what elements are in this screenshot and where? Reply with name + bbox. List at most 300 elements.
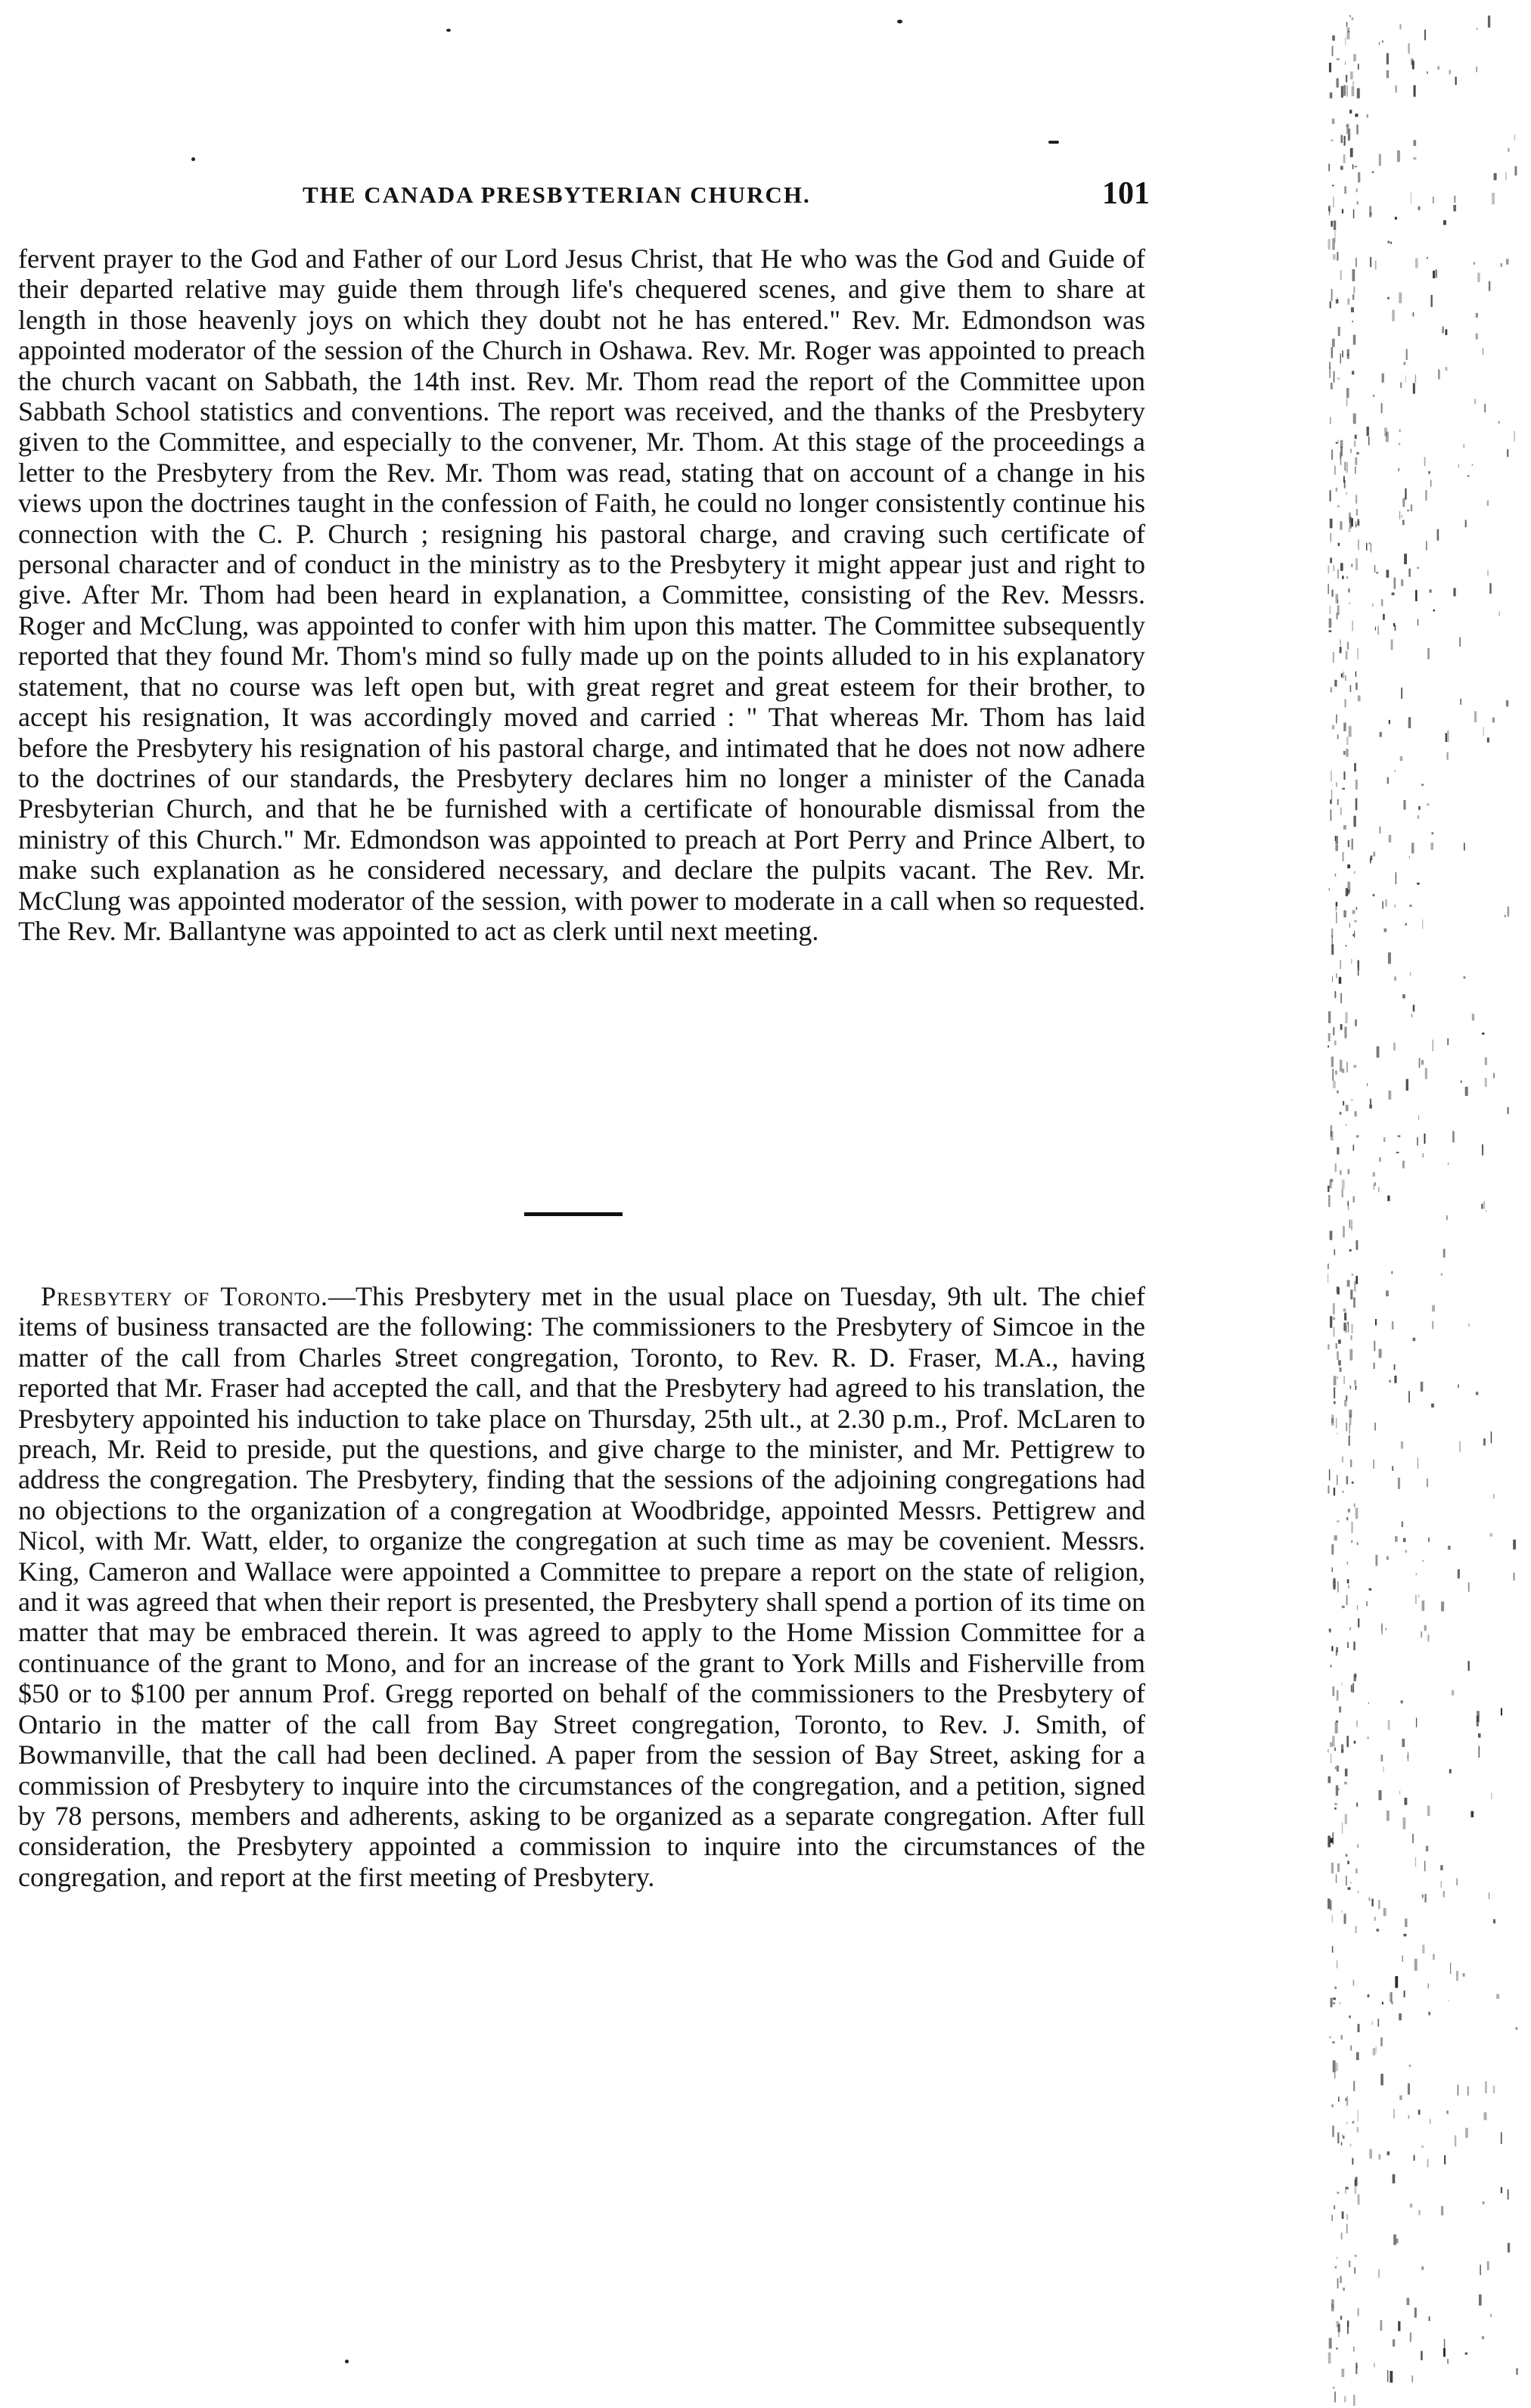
scan-noise — [1459, 1441, 1461, 1452]
scan-noise — [1337, 1376, 1338, 1379]
scan-noise — [1395, 1536, 1397, 1542]
scan-noise — [1402, 1161, 1405, 1168]
scan-noise — [1347, 1579, 1349, 1583]
scan-noise — [1484, 2112, 1487, 2120]
scan-noise — [1415, 374, 1417, 383]
scan-noise — [1347, 1642, 1349, 1648]
scan-noise — [1450, 1963, 1451, 1974]
scan-noise — [1346, 2224, 1348, 2234]
scan-noise — [1370, 257, 1371, 267]
scan-noise — [1331, 347, 1333, 358]
scan-noise — [1413, 312, 1415, 317]
scan-noise — [1477, 273, 1480, 282]
scan-noise — [1352, 2121, 1355, 2124]
scan-noise — [1329, 1628, 1331, 1632]
scan-noise — [1506, 700, 1508, 707]
scan-noise — [1374, 1423, 1376, 1431]
scan-noise — [1329, 368, 1331, 378]
scan-noise — [1394, 1364, 1396, 1370]
scan-noise — [1333, 2387, 1334, 2389]
scan-noise — [1408, 717, 1411, 728]
scan-noise — [1346, 1736, 1349, 1747]
scan-noise — [1515, 166, 1517, 175]
scan-noise — [1337, 1788, 1340, 1790]
scan-noise — [1354, 1281, 1356, 1292]
scan-noise — [1333, 254, 1336, 260]
scan-noise — [1332, 185, 1334, 186]
scan-noise — [1491, 2314, 1492, 2317]
scan-noise — [1346, 749, 1348, 757]
scan-noise — [1356, 1135, 1359, 1137]
scan-noise — [1346, 492, 1347, 495]
scan-noise — [1352, 269, 1356, 281]
scan-noise — [1372, 604, 1373, 607]
scan-noise — [1468, 1323, 1470, 1327]
scan-noise — [1337, 2192, 1339, 2194]
scan-noise — [1415, 1857, 1416, 1867]
scan-noise — [1449, 70, 1451, 74]
scan-noise — [1483, 1438, 1486, 1446]
scan-noise — [1356, 798, 1358, 810]
scan-noise — [1343, 1226, 1345, 1237]
scan-noise — [1484, 404, 1486, 412]
scan-noise — [1346, 22, 1347, 26]
running-title: THE CANADA PRESBYTERIAN CHURCH. — [303, 182, 811, 208]
scan-noise — [1374, 1341, 1375, 1351]
scan-noise — [1350, 685, 1352, 692]
scan-noise — [1330, 519, 1333, 529]
scan-noise — [1342, 788, 1345, 790]
scan-noise — [1345, 2187, 1346, 2194]
scan-noise — [1338, 327, 1340, 336]
scan-noise — [1340, 2276, 1342, 2283]
scan-noise — [1353, 1642, 1355, 1650]
scan-noise — [1408, 2115, 1410, 2119]
scan-noise — [1398, 468, 1399, 471]
scan-noise — [1331, 140, 1334, 141]
scan-noise — [1346, 124, 1349, 135]
scan-noise — [1335, 1722, 1338, 1734]
scan-noise — [1331, 1646, 1333, 1651]
scan-noise — [1332, 119, 1335, 124]
scan-noise — [1429, 2316, 1430, 2321]
scan-noise — [1387, 1196, 1390, 1201]
scan-noise — [1345, 1012, 1347, 1023]
scan-noise — [1430, 842, 1433, 850]
section-lead-heading: Presbytery of Toronto. — [41, 1281, 329, 1311]
scan-noise — [1340, 2316, 1343, 2320]
scan-noise — [1493, 1919, 1495, 1924]
scan-noise — [1400, 383, 1402, 388]
scan-noise — [1328, 164, 1330, 172]
scan-noise — [1424, 29, 1426, 40]
scan-noise — [1355, 920, 1357, 923]
scan-noise — [1333, 1081, 1336, 1088]
scan-noise — [1348, 1509, 1350, 1513]
scan-noise — [1408, 510, 1409, 511]
scan-noise — [1395, 1976, 1398, 1988]
scan-noise — [1358, 1891, 1359, 1894]
scan-noise — [1328, 239, 1331, 250]
scan-noise — [1342, 1457, 1343, 1463]
scan-noise — [1389, 835, 1392, 842]
scan-noise — [1340, 1170, 1342, 1175]
scan-noise — [1399, 443, 1400, 445]
scan-noise — [1341, 1911, 1343, 1913]
scan-noise — [1501, 1708, 1502, 1716]
scan-noise — [1355, 458, 1357, 465]
scan-noise — [1357, 960, 1359, 967]
scan-noise — [1379, 42, 1380, 45]
scan-noise — [1333, 2002, 1335, 2004]
scan-noise — [1354, 2267, 1356, 2274]
scan-noise — [1329, 888, 1330, 891]
scan-noise — [1443, 1891, 1445, 1897]
scan-noise — [1427, 1634, 1429, 1641]
scan-noise — [1398, 1135, 1401, 1137]
scan-noise — [1441, 1602, 1444, 1612]
scan-noise — [1343, 85, 1346, 96]
scan-noise — [1375, 1555, 1377, 1566]
scan-noise — [1329, 630, 1332, 632]
scan-noise — [1391, 1992, 1392, 2003]
scan-noise — [1413, 157, 1416, 160]
scan-noise — [1443, 220, 1446, 225]
scan-noise — [1394, 1376, 1396, 1383]
scan-noise — [1332, 238, 1335, 250]
scan-noise — [1338, 2332, 1340, 2337]
scan-noise — [1388, 1091, 1391, 1100]
scan-noise — [1331, 383, 1333, 389]
scan-noise — [1405, 375, 1406, 382]
scan-noise — [1331, 1418, 1334, 1423]
scan-noise — [1459, 638, 1461, 647]
scan-noise — [1421, 1060, 1424, 1065]
scan-noise — [1352, 910, 1356, 914]
scan-noise — [1329, 2338, 1332, 2348]
scan-noise — [1380, 2074, 1383, 2085]
scan-noise — [1330, 490, 1331, 501]
scan-noise — [1343, 136, 1345, 146]
scan-noise — [1474, 399, 1476, 404]
scan-noise — [1346, 2121, 1347, 2124]
scan-noise — [1347, 1201, 1349, 1206]
scan-noise — [1357, 1542, 1359, 1545]
scan-noise — [1417, 567, 1419, 569]
print-speck — [446, 29, 451, 32]
scan-noise — [1383, 614, 1385, 620]
scan-noise — [1342, 2211, 1344, 2219]
scan-noise — [1456, 1879, 1458, 1885]
scan-noise — [1353, 209, 1355, 219]
scan-noise — [1336, 488, 1337, 492]
scan-noise — [1385, 899, 1387, 906]
scan-noise — [1441, 2206, 1443, 2215]
scan-noise — [1389, 720, 1390, 725]
scan-noise — [1399, 511, 1401, 520]
scan-noise — [1355, 2254, 1357, 2257]
scan-noise — [1347, 864, 1350, 868]
scan-noise — [1329, 619, 1332, 628]
scan-noise — [1443, 1249, 1446, 1258]
scan-noise — [1346, 1395, 1347, 1401]
scan-noise — [1350, 1386, 1352, 1389]
scan-noise — [1399, 293, 1402, 303]
scan-noise — [1353, 54, 1356, 61]
scan-noise — [1448, 1162, 1449, 1165]
scan-noise — [1340, 166, 1343, 169]
scan-noise — [1346, 1876, 1347, 1885]
scan-noise — [1343, 672, 1344, 678]
scan-noise — [1356, 780, 1358, 790]
scan-noise — [1356, 452, 1359, 455]
scan-noise — [1349, 2015, 1351, 2018]
scan-noise — [1345, 699, 1346, 707]
scan-noise — [1344, 1027, 1346, 1038]
scan-noise — [1358, 64, 1359, 70]
scan-noise — [1379, 1349, 1382, 1358]
scan-noise — [1405, 1919, 1407, 1927]
scan-noise — [1350, 448, 1351, 453]
scan-noise — [1382, 40, 1383, 42]
scan-noise — [1427, 257, 1428, 259]
scan-noise — [1392, 310, 1395, 321]
scan-noise — [1331, 1838, 1334, 1843]
scan-noise — [1426, 541, 1427, 550]
scan-noise — [1413, 383, 1415, 394]
scan-noise — [1341, 2369, 1344, 2377]
scan-noise — [1442, 327, 1444, 334]
scan-noise — [1349, 1414, 1352, 1425]
scan-noise — [1371, 543, 1372, 552]
scan-noise — [1388, 241, 1390, 244]
scan-noise — [1388, 1720, 1390, 1730]
scan-noise — [1341, 86, 1343, 98]
scan-noise — [1351, 1324, 1352, 1333]
scan-noise — [1508, 148, 1509, 152]
scan-noise — [1507, 449, 1508, 457]
scan-noise — [1352, 1522, 1353, 1533]
scan-noise — [1334, 680, 1337, 687]
scan-noise — [1356, 1721, 1358, 1727]
scanned-binding-edge — [1320, 15, 1531, 2408]
scan-noise — [1447, 1038, 1449, 1045]
scan-noise — [1387, 1811, 1390, 1821]
scan-noise — [1493, 1073, 1494, 1078]
scan-noise — [1375, 261, 1377, 270]
scan-noise — [1355, 435, 1357, 439]
scan-noise — [1402, 995, 1405, 999]
scan-noise — [1332, 725, 1334, 730]
scan-noise — [1453, 205, 1456, 212]
scan-noise — [1392, 1321, 1394, 1330]
scan-noise — [1330, 1230, 1333, 1240]
scan-noise — [1493, 2086, 1495, 2093]
scan-noise — [1378, 2155, 1380, 2160]
scan-noise — [1389, 1380, 1391, 1382]
scan-noise — [1341, 2233, 1343, 2239]
scan-noise — [1352, 1274, 1354, 1276]
scan-noise — [1337, 1351, 1339, 1360]
print-speck — [345, 2360, 349, 2363]
scan-noise — [1344, 1313, 1346, 1320]
scan-noise — [1492, 193, 1495, 204]
scan-noise — [1392, 1271, 1393, 1274]
scan-noise — [1378, 1187, 1379, 1193]
scan-noise — [1330, 417, 1331, 424]
scan-noise — [1472, 464, 1474, 466]
scan-noise — [1341, 673, 1343, 677]
scan-noise — [1427, 648, 1430, 659]
scan-noise — [1333, 197, 1334, 207]
scan-noise — [1348, 1323, 1349, 1332]
scan-noise — [1453, 588, 1455, 597]
scan-noise — [1409, 856, 1410, 858]
scan-noise — [1496, 1994, 1499, 2000]
scan-noise — [1478, 1733, 1481, 1738]
scan-noise — [1331, 1125, 1333, 1137]
scan-noise — [1336, 442, 1338, 444]
scan-noise — [1493, 1494, 1494, 1499]
scan-noise — [1414, 2155, 1415, 2161]
scan-noise — [1488, 16, 1490, 28]
scan-noise — [1415, 259, 1418, 268]
scan-noise — [1376, 572, 1378, 574]
paragraph-body: —This Presbytery met in the usual place on Tuesday, 9th ult. The chief items of business transacted are the following: The commissioners to the Presbytery of Simcoe in the matter of the call from Charles Street congregation, Toronto, to Rev. R. D. Fraser, M.A., having reported that Mr. Fraser had accepted the call, and that the Presbytery had agreed to his translation, the Presbytery appointed his induction to take place on Thursday, 25th ult., at 2.30 p.m., Prof. McLaren to preach, Mr. Reid to preside, put the questions, and give charge to the minister, and Mr. Pettigrew to address the congregation. The Presbytery, finding that the sessions of the adjoining congregations had no objections to the organization of a congregation at Woodbridge, appointed Messrs. Pettigrew and Nicol, with Mr. Watt, elder, to organize the congregation at such time as may be covenient. Messrs. King, Cameron and Wallace were appointed a Committee to prepare a report on the state of religion, and it was agreed that when their report is presented, the Presbytery shall spend a portion of its time on matter that may be embraced therein. It was agreed to apply to the Home Mission Committee for a continuance of the grant to Mono, and for an increase of the grant to York Mills and Fisherville from $50 or to $100 per annum Prof. Gregg reported on behalf of the commissioners to the Presbytery of Ontario in the matter of the call from Bay Street congregation, Toronto, to Rev. J. Smith, of Bowmanville, that the call had been declined. A paper from the session of Bay Street, asking for a commission of Presbytery to inquire into the circumstances of the congregation, and a petition, signed by 78 persons, members and adherents, asking to be organized as a separate congregation. After full consideration, the Presbytery appointed a commission to inquire into the circumstances of the congregation, and report at the first meeting of Presbytery. — [18, 1281, 1145, 1892]
scan-noise — [1334, 466, 1336, 475]
scan-noise — [1339, 977, 1342, 984]
scan-noise — [1387, 1556, 1389, 1560]
scan-noise — [1332, 1568, 1334, 1572]
scan-noise — [1343, 1308, 1346, 1311]
scan-noise — [1403, 1538, 1406, 1542]
scan-noise — [1334, 221, 1336, 231]
scan-noise — [1418, 206, 1421, 210]
scan-noise — [1356, 2053, 1359, 2061]
scan-noise — [1342, 209, 1343, 213]
scan-noise — [1487, 570, 1488, 576]
scan-noise — [1348, 31, 1349, 33]
scan-noise — [1374, 1917, 1376, 1921]
scan-noise — [1340, 647, 1342, 653]
scan-noise — [1415, 590, 1417, 601]
scan-noise — [1356, 683, 1358, 690]
scan-noise — [1345, 38, 1346, 45]
scan-noise — [1341, 1189, 1343, 1198]
scan-noise — [1342, 1606, 1345, 1608]
scan-noise — [1331, 2105, 1333, 2108]
scan-noise — [1353, 335, 1356, 345]
scan-noise — [1378, 2269, 1379, 2277]
scan-noise — [1410, 973, 1411, 976]
scan-noise — [1358, 1618, 1359, 1628]
scan-noise — [1345, 1769, 1348, 1777]
scan-noise — [1332, 2126, 1334, 2137]
scan-noise — [1346, 1854, 1348, 1857]
scan-noise — [1433, 271, 1435, 278]
scan-noise — [1516, 2368, 1518, 2375]
scan-noise — [1352, 164, 1353, 169]
scan-noise — [1356, 258, 1357, 267]
scan-noise — [1349, 15, 1351, 17]
scan-noise — [1513, 1540, 1516, 1550]
scan-noise — [1336, 594, 1339, 604]
scan-noise — [1390, 242, 1392, 244]
scan-noise — [1344, 2396, 1346, 2402]
scan-noise — [1331, 449, 1333, 460]
scan-noise — [1340, 1024, 1343, 1030]
scan-noise — [1348, 1169, 1350, 1175]
scan-noise — [1331, 590, 1333, 597]
scan-noise — [1343, 1491, 1344, 1493]
scan-noise — [1378, 1900, 1380, 1909]
scan-noise — [1349, 1628, 1351, 1631]
scan-noise — [1508, 2243, 1510, 2253]
scan-noise — [1370, 858, 1371, 864]
scan-noise — [1345, 675, 1346, 681]
scan-noise — [1347, 27, 1350, 39]
scan-noise — [1346, 1476, 1349, 1485]
scan-noise — [1375, 1319, 1377, 1326]
scan-noise — [1427, 2159, 1429, 2168]
scan-noise — [1334, 1535, 1337, 1541]
scan-noise — [1422, 920, 1423, 929]
scan-noise — [1415, 2307, 1417, 2317]
scan-noise — [1422, 1944, 1424, 1953]
scan-noise — [1387, 2370, 1388, 2382]
scan-noise — [1421, 2146, 1424, 2148]
scan-noise — [1413, 1338, 1416, 1342]
scan-noise — [1506, 259, 1509, 264]
scan-noise — [1343, 751, 1346, 755]
scan-noise — [1476, 334, 1478, 340]
scan-noise — [1356, 125, 1358, 135]
scan-noise — [1505, 172, 1506, 181]
scan-noise — [1481, 1204, 1483, 1209]
scan-noise — [1428, 2012, 1430, 2015]
scan-noise — [1421, 1382, 1424, 1392]
scan-noise — [1394, 905, 1396, 908]
scan-noise — [1404, 1934, 1407, 1937]
scan-noise — [1454, 196, 1455, 203]
scan-noise — [1425, 1068, 1427, 1078]
scan-noise — [1351, 307, 1354, 312]
scan-noise — [1339, 1706, 1341, 1712]
scan-noise — [1351, 1336, 1352, 1340]
scan-noise — [1368, 436, 1370, 445]
scan-noise — [1393, 2339, 1395, 2347]
scan-noise — [1333, 1997, 1336, 2000]
scan-noise — [1348, 299, 1350, 305]
scan-noise — [1411, 58, 1413, 64]
scan-noise — [1329, 2036, 1331, 2038]
scan-noise — [1427, 803, 1430, 805]
scan-noise — [1482, 1144, 1483, 1156]
scan-noise — [1409, 905, 1411, 907]
scan-noise — [1498, 421, 1500, 424]
scan-noise — [1337, 1581, 1338, 1592]
scan-noise — [1333, 1580, 1336, 1587]
scan-noise — [1424, 1861, 1425, 1872]
scan-noise — [1334, 1401, 1336, 1404]
scan-noise — [1337, 2133, 1339, 2144]
scan-noise — [1335, 1767, 1337, 1769]
scan-noise — [1353, 1196, 1355, 1202]
scan-noise — [1353, 2081, 1355, 2092]
scan-noise — [1349, 110, 1352, 113]
print-speck — [897, 20, 902, 23]
scan-noise — [1515, 2028, 1517, 2030]
